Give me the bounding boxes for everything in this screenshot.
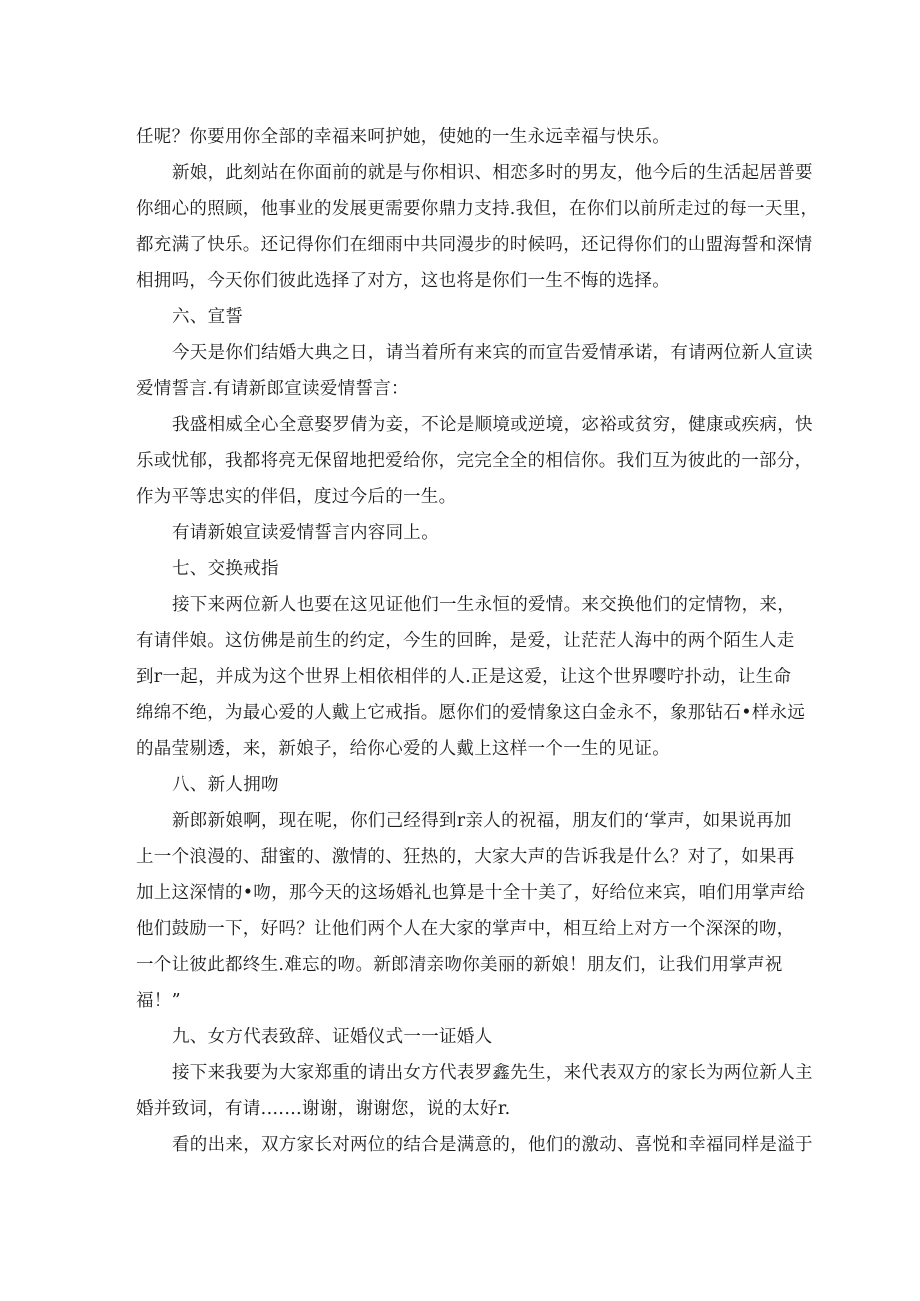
paragraph <box>136 407 813 515</box>
text-line: 有请新娘宣读爱情誓言内容同上。 <box>172 523 439 543</box>
text-line: 绵绵不绝，为最心爱的人戴上它戒指。愿你们的爱情象这白金永不，象那钻石•样永远 <box>136 703 806 723</box>
text-line: 一个让彼此都终生.难忘的吻。新郎清亲吻你美丽的新娘！朋友们，让我们用掌声祝 <box>136 955 783 975</box>
section-heading <box>136 551 786 587</box>
text-line: 爱情誓言.有请新郎宣读爱情誓言： <box>136 379 409 399</box>
text-line: 福！” <box>136 991 181 1011</box>
heading-text: 六、宣誓 <box>172 307 244 327</box>
paragraph <box>136 1055 813 1127</box>
text-line: 你细心的照顾，他事业的发展更需要你鼎力支持.我但，在你们以前所走过的每一天里， <box>136 199 819 219</box>
section-heading <box>136 299 786 335</box>
paragraph <box>136 803 806 1019</box>
paragraph <box>136 119 786 155</box>
paragraph <box>136 515 786 551</box>
text-line: 加上这深情的•吻，那今天的这场婚礼也算是十全十美了，好给位来宾，咱们用掌声给 <box>136 883 806 903</box>
text-line: 都充满了快乐。还记得你们在细雨中共同漫步的时候吗，还记得你们的山盟海誓和深情 <box>136 235 813 255</box>
text-line: 乐或忧郁，我都将亮无保留地把爱给你，完完全全的相信你。我们互为彼此的一部分， <box>136 451 813 471</box>
text-line: 新郎新娘啊，现在呢，你们己经得到r亲人的祝福，朋友们的‘掌声，如果说再加 <box>172 811 792 831</box>
section-heading <box>136 1019 786 1055</box>
text-line: 接下来我要为大家郑重的请出女方代表罗鑫先生，来代表双方的家长为两位新人主 <box>172 1063 813 1083</box>
text-line: 看的出来，双方家长对两位的结合是满意的，他们的激动、喜悦和幸福同样是溢于 <box>172 1135 813 1155</box>
text-line: 的晶莹剔透，来，新娘子，给你心爱的人戴上这样一个一生的见证。 <box>136 739 670 759</box>
text-line: 上一个浪漫的、甜蜜的、激情的、狂热的，大家大声的告诉我是什么？对了，如果再 <box>136 847 795 867</box>
paragraph <box>136 335 813 407</box>
text-line: 他们鼓励一下，好吗？让他们两个人在大家的掌声中，相互给上对方一个深深的吻， <box>136 919 795 939</box>
paragraph <box>136 587 806 767</box>
text-line: 我盛相威全心全意娶罗倩为妾，不论是顺境或逆境，宓裕或贫穷，健康或疾病，快 <box>172 415 813 435</box>
document-body <box>136 119 819 1163</box>
section-heading <box>136 767 786 803</box>
paragraph <box>136 155 819 299</box>
text-line: 任呢？你要用你全部的幸福来呵护她，使她的一生永远幸福与快乐。 <box>136 127 670 147</box>
text-line: 婚并致词，有请.……谢谢，谢谢您，说的太好r. <box>136 1099 511 1119</box>
heading-text: 八、新人拥吻 <box>172 775 279 795</box>
text-line: 有请伴娘。这仿佛是前生的约定，今生的回眸，是爱，让茫茫人海中的两个陌生人走 <box>136 631 795 651</box>
text-line: 到r一起，并成为这个世界上相依相伴的人.正是这爱，让这个世界嘤咛扑动，让生命 <box>136 667 792 687</box>
heading-text: 七、交换戒指 <box>172 559 279 579</box>
text-line: 作为平等忠实的伴侣，度过今后的一生。 <box>136 487 457 507</box>
paragraph <box>136 1127 813 1163</box>
text-line: 今天是你们结婚大典之日，请当着所有来宾的而宣告爱情承诺，有请两位新人宣读 <box>172 343 813 363</box>
text-line: 新娘，此刻站在你面前的就是与你相识、相恋多时的男友，他今后的生活起居普要 <box>172 163 813 183</box>
text-line: 相拥吗，今天你们彼此选择了对方，这也将是你们一生不悔的选择。 <box>136 271 670 291</box>
text-line: 接下来两位新人也要在这见证他们一生永恒的爱情。来交换他们的定情物，来， <box>172 595 795 615</box>
heading-text: 九、女方代表致辞、证婚仪式一一证婚人 <box>172 1027 493 1047</box>
